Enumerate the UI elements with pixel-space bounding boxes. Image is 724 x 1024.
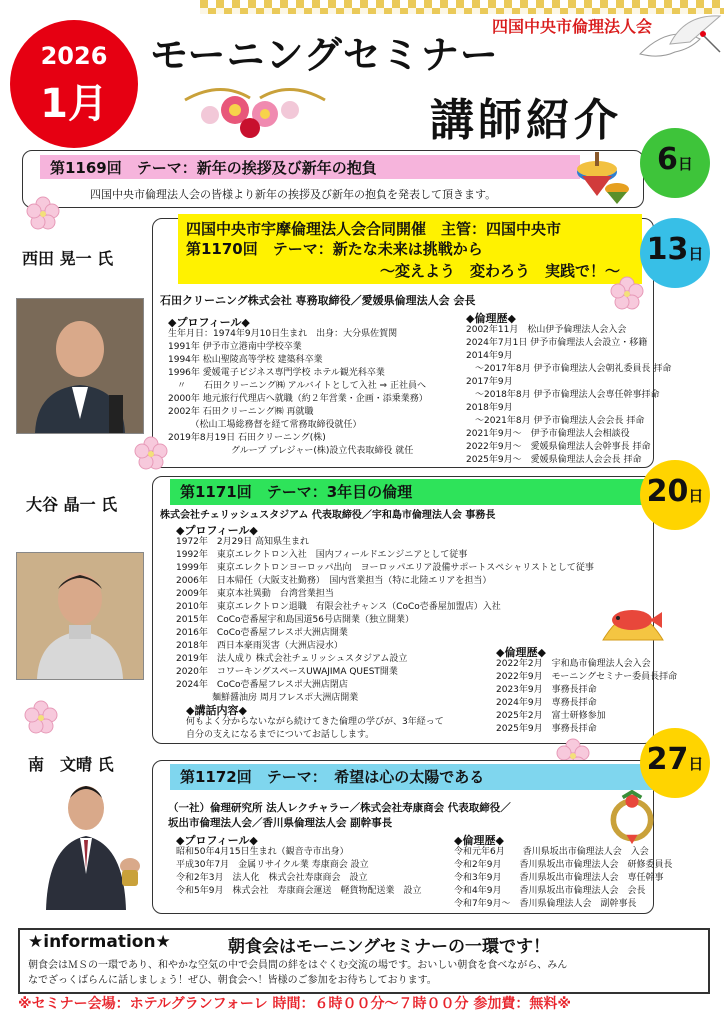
- new-year-wreath-icon: [604, 790, 660, 846]
- history-title-otani: ◆倫理歴◆: [496, 646, 546, 659]
- profile-item: 1999年 東京エレクトロンヨーロッパ出向 ヨーロッパエリア設備サポートスペシャリストとして従事: [176, 563, 594, 573]
- session-20-theme-band: 第1171回 テーマ：3年目の倫理: [170, 479, 660, 505]
- sakura-icon: [134, 436, 168, 470]
- month-badge: [10, 20, 138, 148]
- information-box: [18, 928, 710, 994]
- history-item: 令和元年6月 香川県坂出市倫理法人会 入会: [454, 847, 649, 857]
- history-item: ～2018年8月 伊予市倫理法人会専任幹事拝命: [466, 390, 660, 400]
- profile-item: 2018年 西日本豪雨災害（大洲店浸水）: [176, 641, 343, 651]
- day-13-badge: 13日: [640, 218, 710, 288]
- year-label: 2026: [40, 42, 108, 70]
- organizer-name: 四国中央市倫理法人会: [492, 17, 653, 36]
- profile-item: 1972年 2月29日 高知県生まれ: [176, 537, 309, 547]
- profile-item: 2020年 コワーキングスペースUWAJIMA QUEST開業: [176, 667, 398, 677]
- history-item: 令和7年9月～ 香川県倫理法人会 副幹事長: [454, 899, 637, 909]
- history-title-minami: ◆倫理歴◆: [454, 834, 504, 847]
- profile-item: 令和5年9月 株式会社 寿康商会運送 軽貨物配送業 設立: [176, 886, 422, 896]
- day-6-badge: 6日: [640, 128, 710, 198]
- lecture-line: 自分の支えになるまでについてお話しします。: [186, 730, 375, 740]
- spinning-top-icon-small: [602, 176, 632, 206]
- session-27-theme-band: 第1172回 テーマ： 希望は心の太陽である: [170, 764, 660, 790]
- profile-item: 2006年 日本帰任（大阪支社勤務） 国内営業担当（特に北陸エリアを担当）: [176, 576, 492, 586]
- history-item: 2018年9月: [466, 403, 513, 413]
- speaker-affiliation-otani: 株式会社チェリッシュスタジアム 代表取締役／宇和島市倫理法人会 事務長: [160, 510, 496, 521]
- day-20-badge: 20日: [640, 460, 710, 530]
- new-year-flower-icon: [180, 70, 330, 140]
- profile-item: 1991年 伊予市立港南中学校卒業: [168, 342, 302, 352]
- history-item: 2025年9月～ 愛媛県倫理法人会会長 拝命: [466, 455, 642, 465]
- profile-item: 生年月日：1974年9月10日生まれ 出身：大分県佐賀関: [168, 329, 398, 339]
- history-item: 令和3年9月 香川県坂出市倫理法人会 専任幹事: [454, 873, 664, 883]
- profile-title-otani: ◆プロフィール◆: [176, 524, 258, 537]
- profile-item: 1994年 松山聖陵高等学校 建築科卒業: [168, 355, 323, 365]
- day-27-badge: 27日: [640, 728, 710, 798]
- history-title-nishida: ◆倫理歴◆: [466, 312, 516, 325]
- information-line-1: 朝食会はＭＳの一環であり、和やかな空気の中で会員間の絆をはぐくむ交流の場です。おいしい朝食を食べながら、みん: [28, 960, 568, 971]
- profile-item: 令和2年3月 法人化 株式会社寿康商会 設立: [176, 873, 368, 883]
- history-item: 2025年9月 事務長拝命: [496, 724, 597, 734]
- history-item: ～2021年8月 伊予市倫理法人会会長 拝命: [466, 416, 645, 426]
- history-list-minami: [454, 846, 673, 911]
- history-item: 令和4年9月 香川県坂出市倫理法人会 会長: [454, 886, 646, 896]
- speaker-name-otani: 大谷 晶一 氏: [26, 495, 118, 514]
- speaker-name-minami: 南 文晴 氏: [28, 755, 114, 774]
- history-item: 2024年7月1日 伊予市倫理法人会設立・移籍: [466, 338, 648, 348]
- profile-item: 2002年 石田クリーニング㈱ 再就職: [168, 407, 314, 417]
- profile-item: 2019年8月19日 石田クリーニング(株): [168, 433, 326, 443]
- profile-item: 1996年 愛媛電子ビジネス専門学校 ホテル観光科卒業: [168, 368, 385, 378]
- speaker-name-nishida: 西田 晃一 氏: [22, 249, 114, 268]
- speaker-affiliation-nishida: 石田クリーニング株式会社 専務取締役／愛媛県倫理法人会 会長: [160, 294, 476, 307]
- profile-item: 昭和50年4月15日生まれ（観音寺市出身）: [176, 847, 349, 857]
- profile-item: 2016年 CoCo壱番屋フレスポ大洲店開業: [176, 628, 348, 638]
- speaker-photo-minami: [40, 774, 144, 910]
- history-list-otani: [496, 658, 678, 736]
- page-title: モーニングセミナー: [150, 33, 499, 77]
- history-item: 2022年9月 モーニングセミナー委員長拝命: [496, 672, 678, 682]
- history-list-nishida: [466, 324, 672, 467]
- profile-list-nishida: [168, 328, 458, 458]
- lecture-title-otani: ◆講話内容◆: [186, 704, 247, 717]
- speaker-photo-nishida: [16, 298, 144, 434]
- page-subtitle: 講師紹介: [430, 95, 622, 146]
- profile-item: 2015年 CoCo壱番屋宇和島国道56号店開業（独立開業）: [176, 615, 414, 625]
- month-label: 1月: [40, 81, 108, 127]
- sea-bream-fan-icon: [598, 590, 668, 650]
- venue-time-fee-footer: ※セミナー会場：ホテルグランフォーレ 時間：６時００分～７時００分 参加費：無料※: [18, 996, 572, 1012]
- history-item: 2025年2月 富士研修参加: [496, 711, 606, 721]
- history-item: 令和2年9月 香川県坂出市倫理法人会 研修委員長: [454, 860, 673, 870]
- session-13-theme-sub: ～変えよう 変わろう 実践で！～: [380, 262, 621, 280]
- profile-title-nishida: ◆プロフィール◆: [168, 316, 250, 329]
- session-6-description: 四国中央市倫理法人会の皆様より新年の挨拶及び新年の抱負を発表して頂きます。: [90, 188, 497, 201]
- profile-list-minami: [176, 846, 446, 898]
- history-item: ～2017年8月 伊予市倫理法人会朝礼委員長 拝命: [466, 364, 672, 374]
- history-item: 2024年9月 専務長拝命: [496, 698, 597, 708]
- sakura-icon: [26, 196, 60, 230]
- speaker-affiliation-minami-2: 坂出市倫理法人会／香川県倫理法人会 副幹事長: [168, 817, 393, 829]
- information-headline: 朝食会はモーニングセミナーの一環です！: [228, 937, 550, 957]
- profile-item: 2000年 地元旅行代理店へ就職（約２年営業・企画・添乗業務）: [168, 394, 428, 404]
- history-item: 2017年9月: [466, 377, 513, 387]
- lecture-line: 何もよく分からないながら続けてきた倫理の学びが、3年経って: [186, 717, 444, 727]
- profile-item: 〃 石田クリーニング㈱ アルバイトとして入社 ⇒ 正社員へ: [168, 381, 426, 391]
- history-item: 2022年9月～ 愛媛県倫理法人会幹事長 拝命: [466, 442, 651, 452]
- speaker-affiliation-minami-1: （一社）倫理研究所 法人レクチャラー／株式会社寿康商会 代表取締役／: [168, 802, 511, 814]
- information-line-2: なでざっくばらんに話しましょう！ぜひ、朝食会へ！皆様のご参加をお待ちしております。: [28, 975, 437, 986]
- sakura-icon: [24, 700, 58, 734]
- lecture-content-otani: [186, 716, 486, 742]
- profile-item: 2009年 東京本社異動 台湾営業担当: [176, 589, 334, 599]
- profile-item: 2019年 法人成り 株式会社チェリッシュスタジアム設立: [176, 654, 408, 664]
- session-6-theme-band: 第1169回 テーマ：新年の挨拶及び新年の抱負: [40, 155, 580, 179]
- history-item: 2002年11月 松山伊予倫理法人会入会: [466, 325, 627, 335]
- profile-item: 1992年 東京エレクトロン入社 国内フィールドエンジニアとして従事: [176, 550, 468, 560]
- session-13-theme: 第1170回 テーマ：新たな未来は挑戦から: [186, 240, 483, 258]
- profile-item: 2010年 東京エレクトロン退職 有限会社チャンス（CoCo壱番屋加盟店）入社: [176, 602, 501, 612]
- speaker-photo-otani: [16, 552, 144, 680]
- history-item: 2023年9月 事務長拝命: [496, 685, 597, 695]
- profile-title-minami: ◆プロフィール◆: [176, 834, 258, 847]
- session-13-cohost-line: 四国中央市宇摩倫理法人会合同開催 主管：四国中央市: [186, 220, 562, 238]
- history-item: 2022年2月 宇和島市倫理法人会入会: [496, 659, 651, 669]
- history-item: 2021年9月～ 伊予市倫理法人会相談役: [466, 429, 630, 439]
- profile-item: 麺鮮醤油房 周月フレスポ大洲店開業: [176, 693, 359, 703]
- profile-item: 平成30年7月 金属リサイクル業 寿康商会 設立: [176, 860, 369, 870]
- profile-item: 2024年 CoCo壱番屋フレスポ大洲店閉店: [176, 680, 348, 690]
- crane-icon: [630, 4, 724, 74]
- history-item: 2014年9月: [466, 351, 513, 361]
- profile-item: グループ プレジャー(株)設立代表取締役 就任: [168, 446, 414, 456]
- profile-item: （松山工場総務督を経て常務取締役就任）: [168, 420, 362, 430]
- sakura-icon: [610, 276, 644, 310]
- information-label: ★information★: [28, 932, 171, 952]
